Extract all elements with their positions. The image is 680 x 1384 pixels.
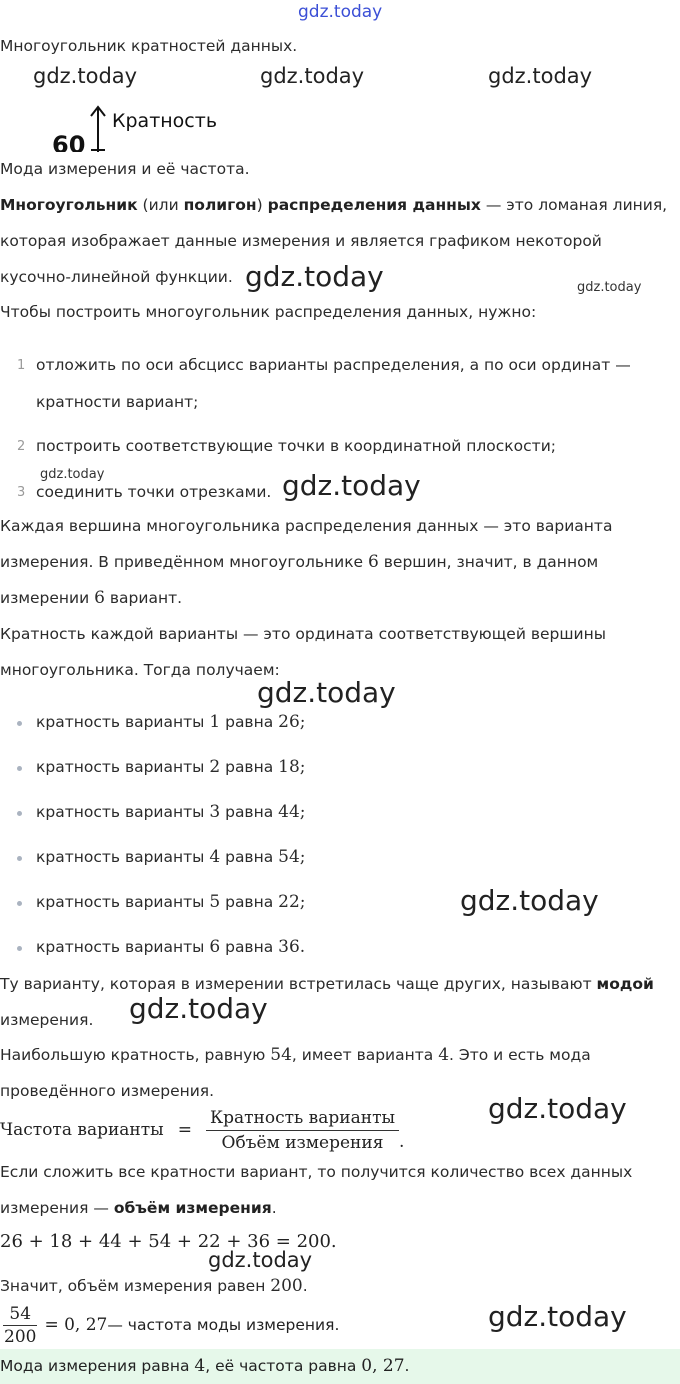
step-number: 2: [17, 439, 26, 454]
step-text: отложить по оси абсцисс варианты распределения, а по оси ординат —: [36, 356, 631, 374]
max-mult-line-1: Наибольшую кратность, равную 54, имеет варианта 4. Это и есть мода: [0, 1045, 591, 1065]
vertices-line-1: Каждая вершина многоугольника распределения данных — это варианта: [0, 517, 613, 535]
math-number: 6: [368, 552, 379, 572]
y-axis-label: Кратность: [112, 110, 218, 132]
steps-intro: Чтобы построить многоугольник распределения данных, нужно:: [0, 303, 537, 321]
bullet-icon: [17, 721, 22, 726]
mode-caption: Мода измерения и её частота.: [0, 160, 250, 178]
vertices-line-3: измерении 6 вариант.: [0, 588, 183, 608]
watermark: gdz.today: [488, 1300, 627, 1333]
definition-line-2: которая изображает данные измерения и является графиком некоторой: [0, 232, 602, 250]
bullet-icon: [17, 856, 22, 861]
step-text: кратности вариант;: [36, 393, 199, 411]
term-distribution: распределения данных: [267, 196, 481, 214]
bullet-icon: [17, 946, 22, 951]
watermark: gdz.today: [488, 64, 593, 88]
volume-line: Значит, объём измерения равен 200.: [0, 1276, 308, 1296]
vertices-line-2: измерения. В приведённом многоугольнике 6 вершин, значит, в данном: [0, 552, 599, 572]
mode-frequency-line: $\frac{54}{200}$ = 0, 27 — частота моды измерения.: [0, 1300, 339, 1350]
watermark: gdz.today: [260, 64, 365, 88]
watermark: gdz.today: [282, 469, 421, 502]
term-polygon-alt: полигон: [183, 196, 257, 214]
sum-formula: 26 + 18 + 44 + 54 + 22 + 36 = 200.: [0, 1231, 337, 1252]
watermark: gdz.today: [208, 1248, 313, 1272]
watermark: gdz.today: [245, 260, 384, 293]
sum-line-2: измерения — объём измерения.: [0, 1199, 277, 1217]
definition-line-1: Многоугольник (или полигон) распределения данных — это ломаная линия,: [0, 196, 668, 214]
watermark: gdz.today: [33, 64, 138, 88]
step-text: соединить точки отрезками.: [36, 483, 272, 501]
watermark-top: gdz.today: [298, 2, 383, 22]
mode-def-line-1: Ту варианту, которая в измерении встретилась чаще других, называют модой: [0, 975, 654, 993]
watermark: gdz.today: [257, 676, 396, 709]
watermark: gdz.today: [577, 280, 642, 295]
step-number: 1: [17, 358, 26, 373]
watermark: gdz.today: [129, 992, 268, 1025]
bullet-icon: [17, 901, 22, 906]
term-polygon: Многоугольник: [0, 196, 138, 214]
fraction: $\frac{\text{Кратность варианты}}{\text{Объём измерения}}$: [206, 1108, 399, 1153]
chart-fragment: [50, 98, 230, 152]
sum-line-1: Если сложить все кратности вариант, то получится количество всех данных: [0, 1163, 633, 1181]
step-number: 3: [17, 485, 26, 500]
figure-caption: Многоугольник кратностей данных.: [0, 37, 298, 55]
frequency-formula: Частота варианты = $\frac{\text{Кратность варианты}}{\text{Объём измерения}}$ .: [0, 1107, 405, 1153]
y-tick-label: 60: [52, 131, 86, 152]
watermark: gdz.today: [488, 1092, 627, 1125]
mode-def-line-2: измерения.: [0, 1011, 94, 1029]
max-mult-line-2: проведённого измерения.: [0, 1082, 215, 1100]
term-volume: объём измерения: [113, 1199, 272, 1217]
bullet-icon: [17, 766, 22, 771]
step-text: построить соответствующие точки в координатной плоскости;: [36, 437, 556, 455]
fraction: $\frac{54}{200}$: [4, 1303, 37, 1347]
watermark: gdz.today: [40, 467, 105, 482]
multiplicity-line-1: Кратность каждой варианты — это ордината соответствующей вершины: [0, 625, 606, 643]
multiplicity-line-2: многоугольника. Тогда получаем:: [0, 661, 280, 679]
bullet-icon: [17, 811, 22, 816]
math-number: 6: [94, 588, 105, 608]
term-mode: модой: [596, 975, 654, 993]
definition-line-3: кусочно-линейной функции.: [0, 268, 233, 286]
conclusion: Мода измерения равна 4, её частота равна 0, 27.: [0, 1356, 410, 1376]
watermark: gdz.today: [460, 884, 599, 917]
